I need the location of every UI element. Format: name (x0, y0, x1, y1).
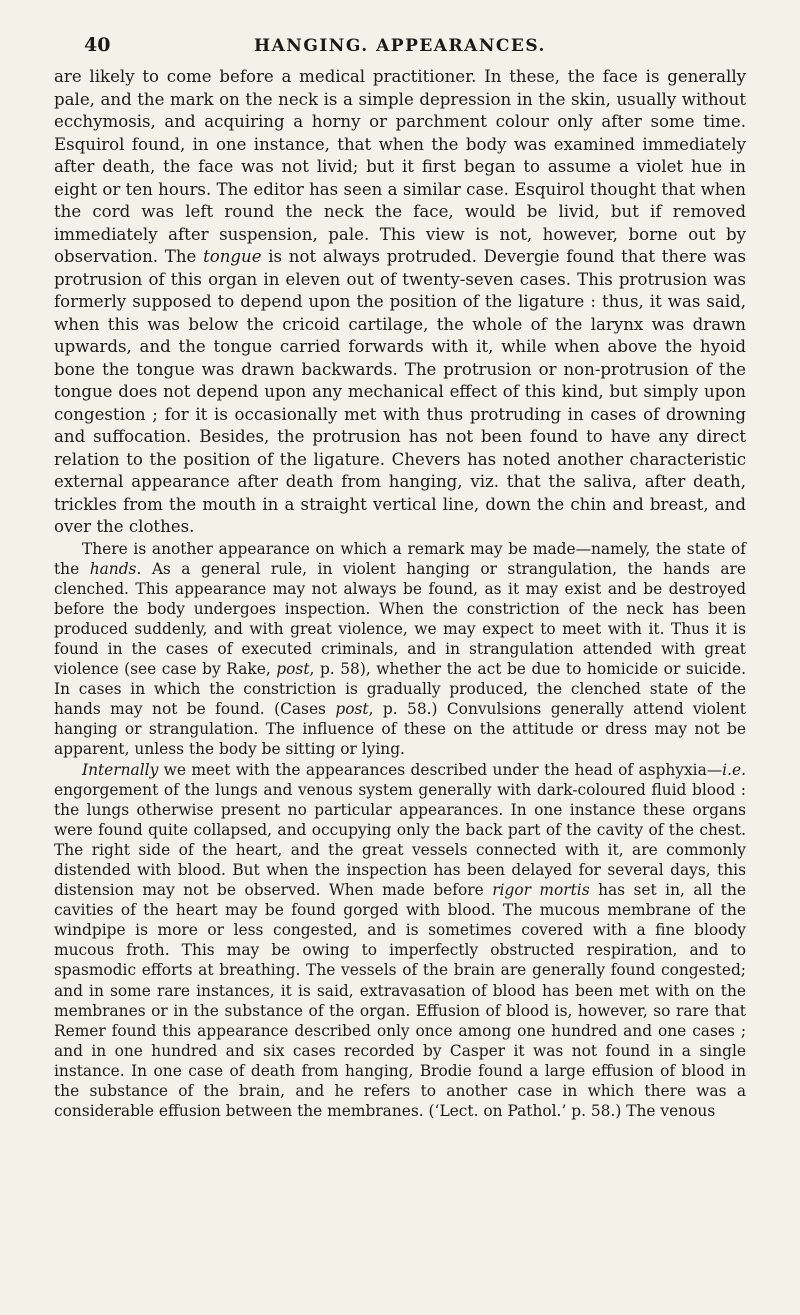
text-run: engorgement of the lungs and venous system generally with dark-coloured fluid blood : the lungs otherwise present no particular appearances. In one instance these organs were found quite collapsed, and occupying only the back part of the cavity of the chest. The right side of the heart, and the great vessels connected with it, are commonly distended with blood. But when the inspection has been delayed for several days, this distension may not be observed. When made before (54, 780, 746, 900)
italic-text: i.e. (722, 760, 746, 779)
text-run: , p. 58.) Convulsions generally attend violent hanging or strangulation. The influence of these on the attitude or dress may not be apparent, unless the body be sitting or lying. (54, 700, 746, 759)
text-run: are likely to come before a medical practitioner. In these, the face is generally pale, and the mark on the neck is a simple depression in the skin, usually without ecchymosis, and acquiring a horny or parchment colour only after some time. Esquirol found, in one instance, that when the body was examined immediately after death, the face was not livid; but it first began to assume a violet hue in eight or ten hours. The editor has seen a similar case. Esquirol thought that when the cord was left round the neck the face, would be livid, but if removed immediately after suspension, pale. This view is not, however, borne out by observation. The (54, 67, 746, 266)
text-run: There is another appearance on which a remark may be made—namely, the state of the (54, 539, 746, 578)
running-title: HANGING. APPEARANCES. (254, 36, 546, 56)
body-text (54, 66, 746, 1121)
italic-text: Internally (82, 760, 159, 779)
italic-text: hands (89, 559, 137, 578)
italic-text: tongue (203, 247, 262, 266)
paragraph-internal-appearances (54, 760, 746, 1122)
paragraph-hands (54, 539, 746, 760)
page-number: 40 (84, 34, 111, 56)
page-header (54, 28, 746, 58)
text-run: has set in, all the cavities of the heart may be found gorged with blood. The mucous membrane of the windpipe is more or less congested, and is sometimes covered with a fine bloody mucous froth. This may be owing to imperfectly obstructed respiration, and to spasmodic efforts at breathing. The vessels of the brain are generally found congested; and in some rare instances, it is said, extravasation of blood has been met with on the membranes or in the substance of the organ. Effusion of blood is, however, so rare that Remer found this appearance described only once among one hundred and one cases ; and in one hundred and six cases recorded by Casper it was not found in a single instance. In one case of death from hanging, Brodie found a large effusion of blood in the substance of the brain, and he refers to another case in which there was a considerable effusion between the membranes. (‘Lect. on Pathol.’ p. 58.) The venous (54, 881, 747, 1121)
text-run: we meet with the appearances described under the head of asphyxia— (158, 760, 723, 779)
text-run: is not always protruded. Devergie found that there was protrusion of this organ in eleven out of twenty-seven cases. This protrusion was formerly supposed to depend upon the position of the ligature : thus, it was said, when this was below the cricoid cartilage, the whole of the larynx was drawn upwards, and the tongue carried forwards with it, while when above the hyoid bone the tongue was drawn backwards. The protrusion or non-protrusion of the tongue does not depend upon any mechanical effect of this kind, but simply upon congestion ; for it is occasionally met with thus protruding in cases of drowning and suffocation. Besides, the protrusion has not been found to have any direct relation to the position of the ligature. Chevers has noted another characteristic external appearance after death from hanging, viz. that the saliva, after death, trickles from the mouth in a straight vertical line, down the chin and breast, and over the clothes. (54, 247, 746, 536)
italic-text: rigor mortis (492, 881, 590, 900)
paragraph-face-and-tongue (54, 66, 746, 539)
italic-text: post (276, 660, 310, 679)
text-run: , p. 58), whether the act be due to homicide or suicide. In cases in which the constriction is gradually produced, the clenched state of the hands may not be found. (Cases (54, 660, 746, 719)
italic-text: post (335, 700, 369, 719)
text-run: . As a general rule, in violent hanging or strangulation, the hands are clenched. This appearance may not always be found, as it may exist and be destroyed before the body undergoes inspection. When the constriction of the neck has been produced suddenly, and with great violence, we may expect to meet with it. Thus it is found in the cases of executed criminals, and in strangulation attended with great violence (see case by Rake, (54, 559, 746, 679)
